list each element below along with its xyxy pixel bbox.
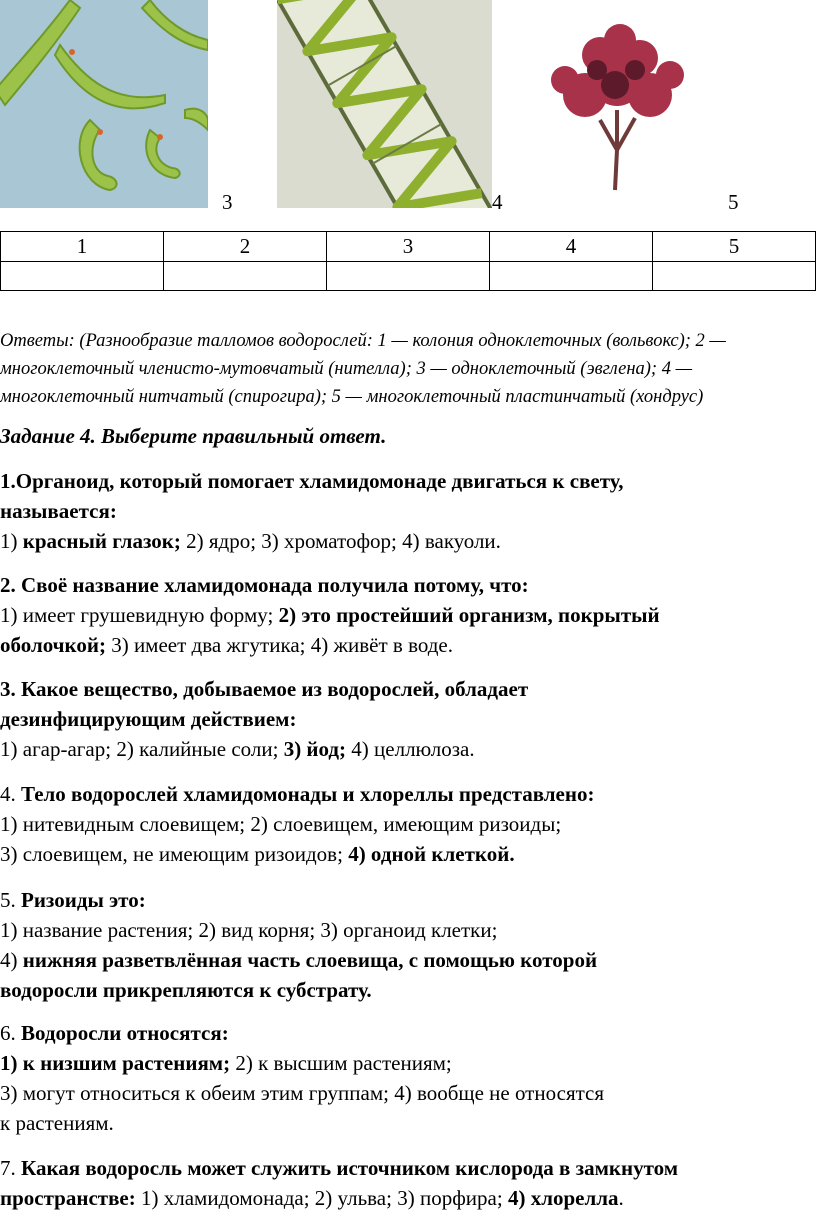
question-number: 7. — [0, 1156, 21, 1180]
question-5-options-line1: 1) название растения; 2) вид корня; 3) органоид клетки; — [0, 918, 498, 942]
other-options: 4) целлюлоза. — [346, 737, 475, 761]
question-4-text — [0, 779, 816, 809]
question-2 — [0, 570, 816, 660]
sentence-end: . — [618, 1186, 624, 1210]
table-header-row — [1, 232, 816, 262]
question-3 — [0, 674, 816, 764]
image-caption-5: 5 — [728, 190, 739, 214]
other-options: 3) слоевищем, не имеющим ризоидов; — [0, 842, 349, 866]
other-options: 1) хламидомонада; 2) ульва; 3) порфира; — [135, 1186, 508, 1210]
answer-table — [0, 231, 816, 291]
correct-option: 3) йод; — [283, 737, 347, 761]
question-4-options-line1: 1) нитевидным слоевищем; 2) слоевищем, имеющим ризоиды; — [0, 812, 562, 836]
answers-paragraph: Ответы: (Разнообразие талломов водорослей: 1 — колония одноклеточных (вольвокс); 2 — многоклеточный членисто-мутовчатый (нителла); 3 — одноклеточный (эвглена); 4 — многоклеточный нитчатый (спирогира); 5 — многоклеточный пластинчатый (хондрус) — [0, 331, 726, 407]
question-5-options-line2 — [0, 945, 816, 975]
table-header-cell: 2 — [164, 232, 327, 262]
question-3-options — [0, 734, 816, 764]
question-1-text-line2: называется: — [0, 499, 117, 523]
option-1: 1) имеет грушевидную форму; — [0, 603, 279, 627]
correct-option: 4) хлорелла — [507, 1186, 619, 1210]
question-5 — [0, 885, 816, 1005]
question-4-options-line2 — [0, 839, 816, 869]
table-header-cell: 4 — [490, 232, 653, 262]
question-7-question-cont: пространстве: — [0, 1186, 136, 1210]
question-1 — [0, 466, 816, 556]
other-options: 2) ядро; 3) хроматофор; 4) вакуоли. — [180, 529, 501, 553]
euglena-image — [0, 0, 208, 208]
question-6-options-line1 — [0, 1048, 816, 1078]
question-6-text — [0, 1018, 816, 1048]
correct-option: 1) к низшим растениям; — [0, 1051, 231, 1075]
question-number: 5. — [0, 888, 21, 912]
image-caption-4: 4 — [492, 190, 503, 214]
other-options: 3) имеет два жгутика; 4) живёт в воде. — [105, 633, 454, 657]
question-2-options-line1 — [0, 600, 816, 630]
other-options: 1) агар-агар; 2) калийные соли; — [0, 737, 284, 761]
answer-cell — [490, 261, 653, 291]
table-answer-row — [1, 261, 816, 291]
table-header-cell: 3 — [327, 232, 490, 262]
answer-cell — [327, 261, 490, 291]
task-title: Задание 4. Выберите правильный ответ. — [0, 424, 387, 448]
question-1-text-line1: 1.Органоид, который помогает хламидомонаде двигаться к свету, — [0, 469, 624, 493]
question-6 — [0, 1018, 816, 1138]
question-3-text-line1: 3. Какое вещество, добываемое из водорослей, обладает — [0, 677, 529, 701]
correct-option: красный глазок; — [22, 529, 181, 553]
option-number: 1) — [0, 529, 23, 553]
correct-option-cont: оболочкой; — [0, 633, 106, 657]
question-7 — [0, 1153, 816, 1213]
question-6-options-line3: к растениям. — [0, 1111, 114, 1135]
answer-cell — [1, 261, 164, 291]
correct-option-cont: водоросли прикрепляются к субстрату. — [0, 978, 372, 1002]
question-7-options — [0, 1183, 816, 1213]
chondrus-image — [505, 0, 728, 208]
question-2-options-line2 — [0, 630, 816, 660]
question-3-text-line2: дезинфицирующим действием: — [0, 707, 297, 731]
question-6-question: Водоросли относятся: — [21, 1021, 229, 1045]
chondrus-illustration — [505, 0, 728, 208]
question-4 — [0, 779, 816, 869]
question-4-question: Тело водорослей хламидомонады и хлореллы представлено: — [21, 782, 595, 806]
spirogyra-image — [277, 0, 492, 208]
table-header-cell: 5 — [653, 232, 816, 262]
answer-cell — [164, 261, 327, 291]
spirogyra-illustration — [277, 0, 492, 208]
question-2-text: 2. Своё название хламидомонада получила потому, что: — [0, 573, 529, 597]
question-5-question: Ризоиды это: — [21, 888, 146, 912]
question-7-question: Какая водоросль может служить источником кислорода в замкнутом — [21, 1156, 679, 1180]
question-6-options-line2: 3) могут относиться к обеим этим группам; 4) вообще не относятся — [0, 1081, 605, 1105]
answer-cell — [653, 261, 816, 291]
question-number: 6. — [0, 1021, 21, 1045]
image-caption-3: 3 — [222, 190, 233, 214]
table-header-cell: 1 — [1, 232, 164, 262]
option-number: 4) — [0, 948, 23, 972]
question-1-options — [0, 526, 816, 556]
other-options: 2) к высшим растениям; — [230, 1051, 452, 1075]
question-number: 4. — [0, 782, 21, 806]
euglena-illustration — [0, 0, 208, 208]
correct-option: 2) это простейший организм, покрытый — [278, 603, 660, 627]
correct-option: 4) одной клеткой. — [348, 842, 515, 866]
question-7-text-line1 — [0, 1153, 816, 1183]
question-5-text — [0, 885, 816, 915]
correct-option: нижняя разветвлённая часть слоевища, с помощью которой — [22, 948, 598, 972]
